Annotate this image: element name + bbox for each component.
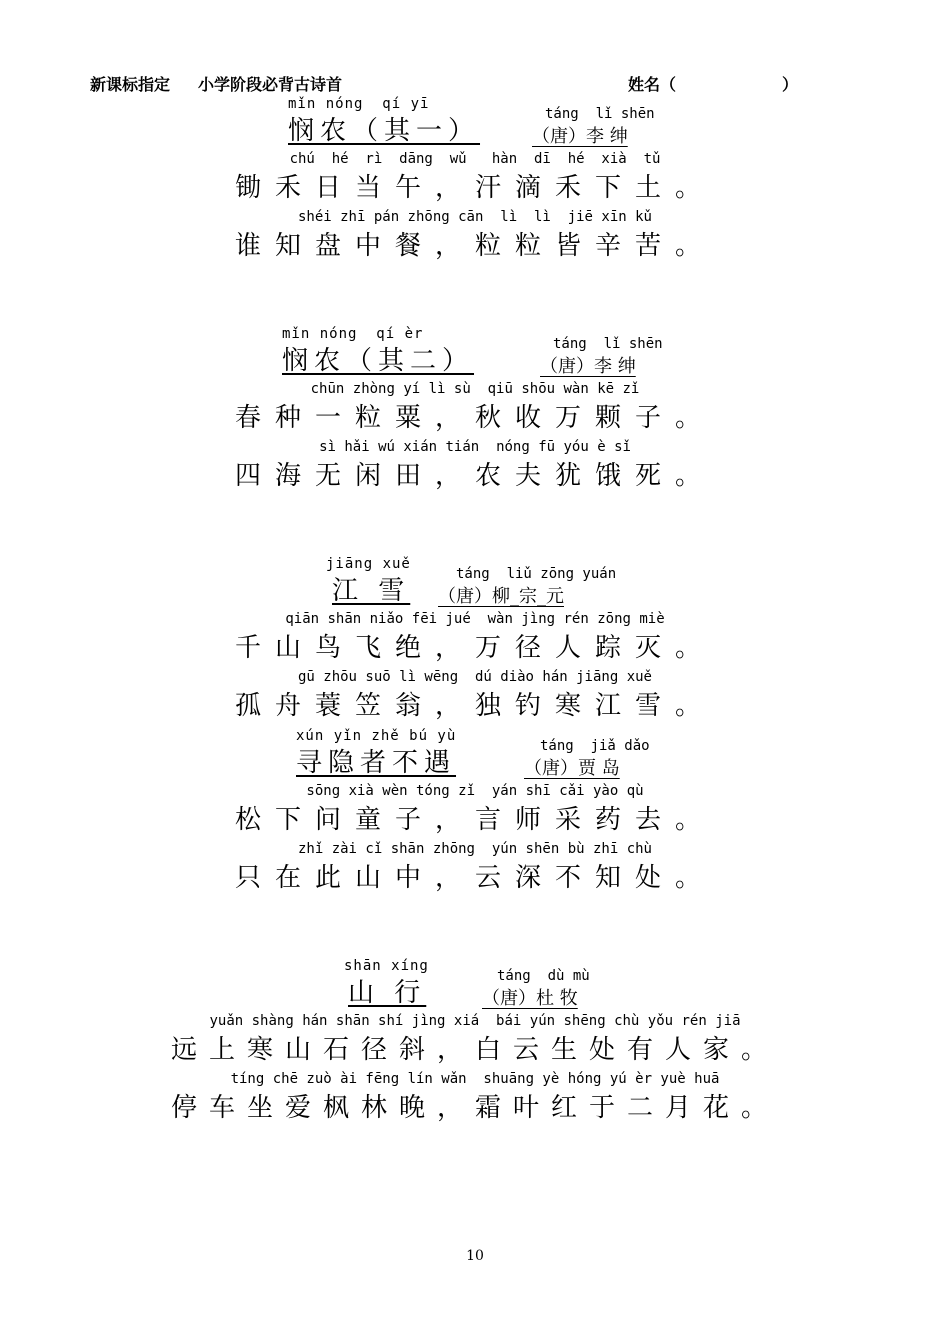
poem-4 xyxy=(0,728,950,896)
poem-line: 四海无闲田，农夫犹饿死。 xyxy=(234,461,715,491)
poem-line: 只在此山中，云深不知处。 xyxy=(234,863,715,893)
poem-title-pinyin: mǐn nóng qí èr xyxy=(282,326,424,342)
header-left-1: 新课标指定 xyxy=(90,75,171,94)
line-pinyin: sōng xià wèn tóng zǐ yán shī cǎi yào qù xyxy=(306,783,644,799)
poem-line: 停车坐爱枫林晚，霜叶红于二月花。 xyxy=(170,1093,779,1123)
poem-title-pinyin: mǐn nóng qí yī xyxy=(288,96,430,112)
line-pinyin: sì hǎi wú xián tián nóng fū yóu è sǐ xyxy=(319,439,631,455)
line-pinyin: zhǐ zài cǐ shān zhōng yún shēn bù zhī chù xyxy=(297,841,652,857)
author-pinyin: táng lǐ shēn xyxy=(553,336,663,352)
name-close: ） xyxy=(782,75,799,94)
poem-title: 悯农（其一） xyxy=(288,116,481,146)
poem-line: 孤舟蓑笠翁，独钓寒江雪。 xyxy=(234,691,715,721)
poem-line: 锄禾日当午，汗滴禾下土。 xyxy=(234,173,715,203)
poem-2 xyxy=(0,326,950,494)
poem-1 xyxy=(0,96,950,264)
author-pinyin: táng jiǎ dǎo xyxy=(540,738,650,754)
author-line: （唐）李 绅 xyxy=(532,126,628,147)
poem-title: 悯农（其二） xyxy=(282,346,475,376)
poem-line: 松下问童子，言师采药去。 xyxy=(234,805,715,835)
line-pinyin: tíng chē zuò ài fēng lín wǎn shuāng yè hóng yú èr yuè huā xyxy=(230,1071,720,1087)
line-pinyin: chú hé rì dāng wǔ hàn dī hé xià tǔ xyxy=(289,151,661,167)
line-pinyin: yuǎn shàng hán shān shí jìng xiá bái yún shēng chù yǒu rén jiā xyxy=(209,1013,741,1029)
header-left-2: 小学阶段必背古诗首 xyxy=(198,75,343,94)
author-line: （唐）李 绅 xyxy=(540,356,636,377)
author-line: （唐）柳_宗_元 xyxy=(438,586,564,607)
line-pinyin: shéi zhī pán zhōng cān lì lì jiē xīn kǔ xyxy=(297,209,652,225)
poem-line: 谁知盘中餐，粒粒皆辛苦。 xyxy=(234,231,715,261)
line-pinyin: chūn zhòng yí lì sù qiū shōu wàn kē zǐ xyxy=(310,381,640,397)
author-line: （唐）贾 岛 xyxy=(524,758,620,779)
poem-5 xyxy=(0,958,950,1126)
line-pinyin: gū zhōu suō lì wēng dú diào hán jiāng xuě xyxy=(297,669,652,685)
line-pinyin: qiān shān niǎo fēi jué wàn jìng rén zōng miè xyxy=(285,611,665,627)
poem-title: 寻隐者不遇 xyxy=(296,748,457,778)
poem-line: 春种一粒粟，秋收万颗子。 xyxy=(234,403,715,433)
poem-3 xyxy=(0,556,950,724)
author-pinyin: táng dù mù xyxy=(497,968,590,984)
poem-title: 山 行 xyxy=(348,978,427,1008)
author-pinyin: táng liǔ zōng yuán xyxy=(456,566,617,582)
poem-title-pinyin: xún yǐn zhě bú yù xyxy=(296,728,457,744)
poem-title-pinyin: shān xíng xyxy=(344,958,429,974)
name-label: 姓名（ xyxy=(628,75,677,94)
poem-title-pinyin: jiāng xuě xyxy=(326,556,411,572)
poem-title: 江 雪 xyxy=(332,576,411,606)
poem-line: 远上寒山石径斜，白云生处有人家。 xyxy=(170,1035,779,1065)
author-line: （唐）杜 牧 xyxy=(482,988,578,1009)
author-pinyin: táng lǐ shēn xyxy=(545,106,655,122)
page-number: 10 xyxy=(466,1248,484,1264)
poem-line: 千山鸟飞绝，万径人踪灭。 xyxy=(234,633,715,663)
